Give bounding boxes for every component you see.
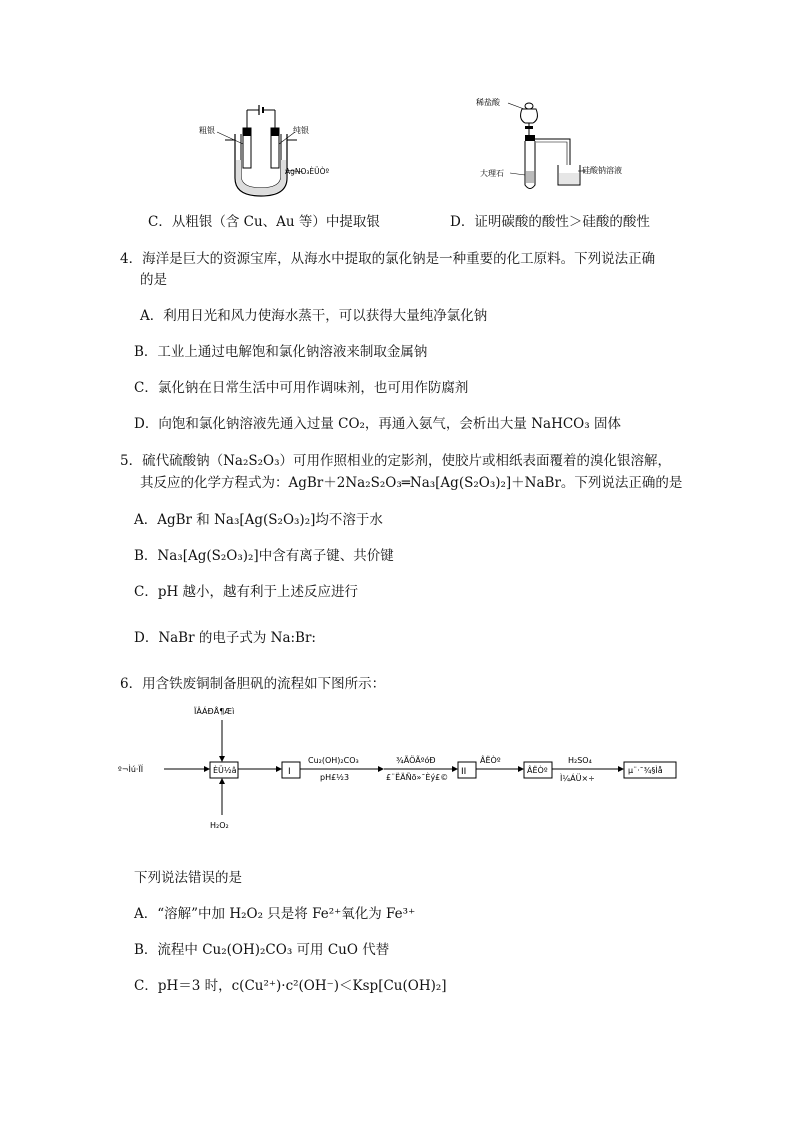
label-sodium-silicate: 硅酸钠溶液 [582, 166, 622, 175]
flow-step3: ÂËÒº [480, 756, 501, 765]
copper-sulfate-flowchart [118, 700, 718, 835]
q3-option-d: D．证明碳酸的酸性＞硅酸的酸性 [450, 214, 650, 230]
flow-reagent-top: Cu₂(OH)₂CO₃ [308, 756, 359, 765]
flow-left-input: º¬Ìú·ÏÍ [118, 765, 144, 774]
flow-box-dissolve: ÈÜ½â [213, 766, 237, 775]
flow-bottom-input: H₂O₂ [210, 821, 229, 830]
q4-stem-line2: 的是 [140, 272, 167, 288]
q5-option-b: B．Na₃[Ag(S₂O₃)₂]中含有离子键、共价键 [134, 548, 394, 564]
flow-step2-top: ¾ÃÖÃºóÐ [396, 756, 436, 765]
label-dilute-hcl: 稀盐酸 [476, 98, 500, 107]
flow-top-input: ÏÂÁÐÅ¶Æì [194, 707, 235, 716]
q4-stem-line1: 4．海洋是巨大的资源宝库，从海水中提取的氯化钠是一种重要的化工原料。下列说法正确 [120, 251, 656, 267]
flow-box-I: I [288, 767, 291, 777]
q6-intro: 下列说法错误的是 [134, 870, 242, 886]
q4-option-a: A．利用日光和风力使海水蒸干，可以获得大量纯净氯化钠 [140, 308, 488, 324]
label-crude-silver: 粗银 [199, 126, 215, 135]
q5-option-d: D．NaBr 的电子式为 Na:Br: [134, 630, 316, 646]
q3-option-c: C．从粗银（含 Cu、Au 等）中提取银 [148, 214, 380, 230]
q4-option-b: B．工业上通过电解饱和氯化钠溶液来制取金属钠 [134, 344, 428, 360]
q6-option-a: A．“溶解”中加 H₂O₂ 只是将 Fe²⁺氧化为 Fe³⁺ [134, 906, 416, 922]
acid-strength-figure [470, 93, 640, 198]
electrolysis-figure [195, 100, 365, 200]
flow-box-II: II [461, 767, 467, 777]
label-agno3-solution: AgNO₃ÈÜÒº [285, 167, 330, 176]
q5-option-a: A．AgBr 和 Na₃[Ag(S₂O₃)₂]均不溶于水 [134, 512, 383, 528]
q4-option-d: D．向饱和氯化钠溶液先通入过量 CO₂，再通入氨气，会析出大量 NaHCO₃ 固体 [134, 416, 621, 432]
q6-option-b: B．流程中 Cu₂(OH)₂CO₃ 可用 CuO 代替 [134, 942, 390, 958]
label-marble: 大理石 [480, 169, 504, 178]
flow-box-product: µ¨·¯¾§Ìå [628, 766, 663, 775]
q5-option-c: C．pH 越小，越有利于上述反应进行 [134, 584, 359, 600]
q6-stem: 6．用含铁废铜制备胆矾的流程如下图所示： [120, 676, 386, 692]
label-pure-silver: 纯银 [293, 126, 309, 135]
flow-reagent2-top: H₂SO₄ [568, 756, 592, 765]
q4-option-c: C．氯化钠在日常生活中可用作调味剂，也可用作防腐剂 [134, 380, 469, 396]
flow-box-filtrate: ÂËÒº [527, 766, 548, 775]
flow-reagent2-bottom: Ì¼ÁÜ×÷ [560, 774, 595, 783]
q5-stem-line1: 5．硫代硫酸钠（Na₂S₂O₃）可用作照相业的定影剂，使胶片或相纸表面覆着的溴化银溶解， [120, 453, 672, 469]
q5-stem-line2: 其反应的化学方程式为：AgBr＋2Na₂S₂O₃═Na₃[Ag(S₂O₃)₂]＋NaBr。下列说法正确的是 [140, 475, 683, 491]
q6-option-c: C．pH＝3 时，c(Cu²⁺)·c²(OH⁻)＜Ksp[Cu(OH)₂] [134, 978, 447, 994]
flow-reagent-bottom: pH£½3 [320, 773, 350, 782]
flow-step2-bottom: £¨ËÄÑõ»¯Èý£© [386, 773, 449, 782]
